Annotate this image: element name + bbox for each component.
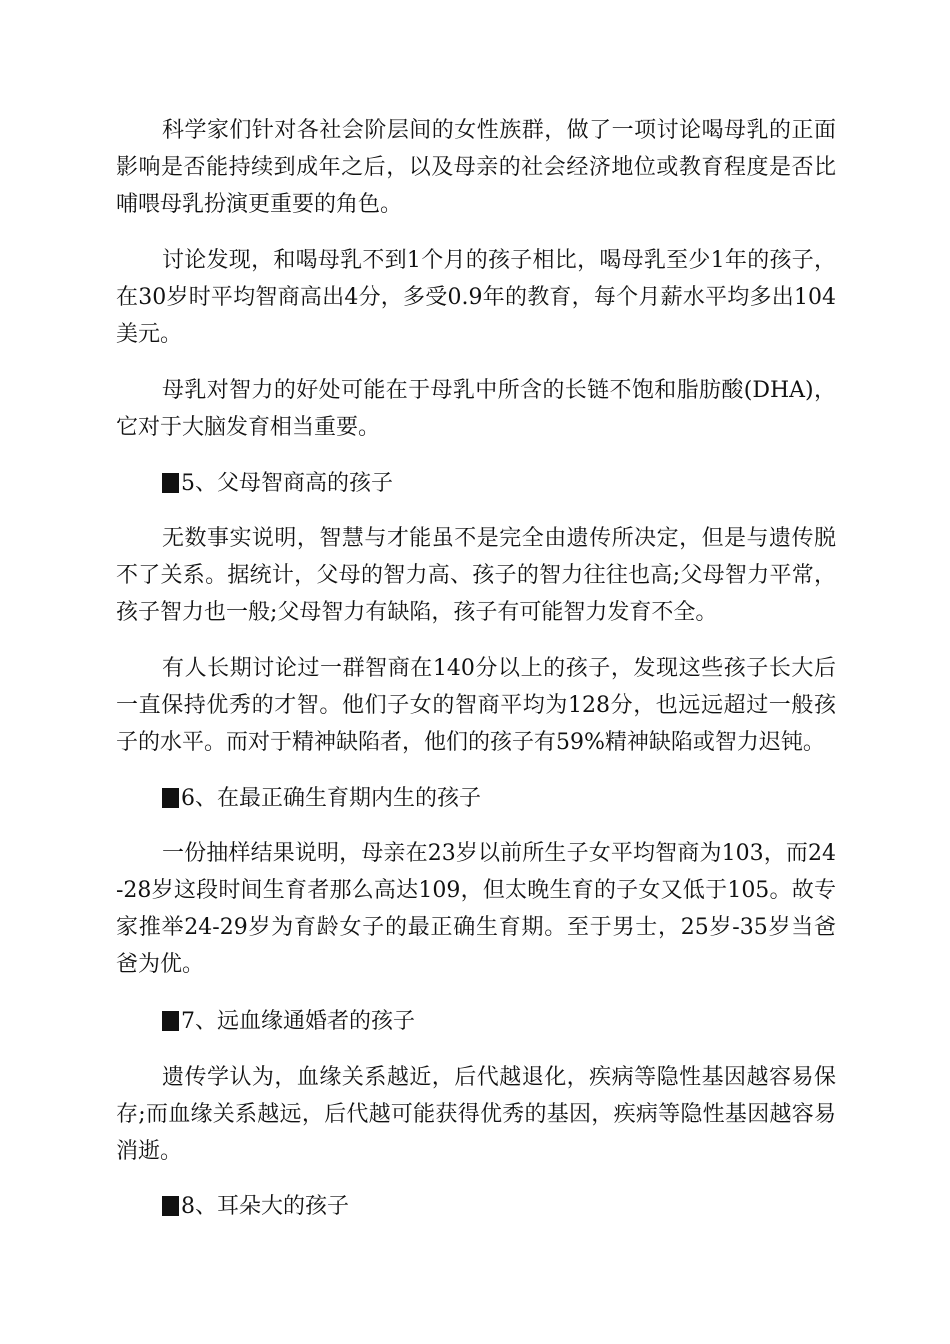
paragraph-breastfeeding-study: 科学家们针对各社会阶层间的女性族群，做了一项讨论喝母乳的正面影响是否能持续到成年之后，以及母亲的社会经济地位或教育程度是否比哺喂母乳扮演更重要的角色。 (116, 118, 836, 217)
square-bullet-icon (162, 473, 179, 493)
section-heading-7-text: 7、远血缘通婚者的孩子 (181, 1009, 415, 1034)
paragraph-study-findings: 讨论发现，和喝母乳不到1个月的孩子相比，喝母乳至少1年的孩子，在30岁时平均智商高出4分，多受0.9年的教育，每个月薪水平均多出104美元。 (116, 248, 836, 347)
paragraph-heredity: 无数事实说明，智慧与才能虽不是完全由遗传所决定，但是与遗传脱不了关系。据统计，父母的智力高、孩子的智力往往也高;父母智力平常，孩子智力也一般;父母智力有缺陷，孩子有可能智力发育不全。 (116, 526, 836, 625)
section-heading-6-text: 6、在最正确生育期内生的孩子 (181, 786, 481, 811)
paragraph-dha: 母乳对智力的好处可能在于母乳中所含的长链不饱和脂肪酸(DHA)，它对于大脑发育相当重要。 (116, 378, 836, 440)
paragraph-optimal-age: 一份抽样结果说明，母亲在23岁以前所生子女平均智商为103，而24-28岁这段时间生育者那么高达109，但太晚生育的子女又低于105。故专家推举24-29岁为育龄女子的最正确生育期。至于男士，25岁-35岁当爸爸为优。 (116, 841, 836, 977)
section-heading-7 (162, 1003, 415, 1040)
section-heading-8 (162, 1188, 349, 1225)
square-bullet-icon (162, 1196, 179, 1216)
square-bullet-icon (162, 1011, 179, 1031)
square-bullet-icon (162, 788, 179, 808)
section-heading-6 (162, 780, 481, 817)
section-heading-5 (162, 465, 393, 502)
paragraph-genetics: 遗传学认为，血缘关系越近，后代越退化，疾病等隐性基因越容易保存;而血缘关系越远，后代越可能获得优秀的基因，疾病等隐性基因越容易消逝。 (116, 1065, 836, 1164)
paragraph-high-iq-children: 有人长期讨论过一群智商在140分以上的孩子，发现这些孩子长大后一直保持优秀的才智。他们子女的智商平均为128分，也远远超过一般孩子的水平。而对于精神缺陷者，他们的孩子有59%精神缺陷或智力迟钝。 (116, 656, 836, 755)
section-heading-5-text: 5、父母智商高的孩子 (181, 471, 393, 496)
section-heading-8-text: 8、耳朵大的孩子 (181, 1194, 349, 1219)
